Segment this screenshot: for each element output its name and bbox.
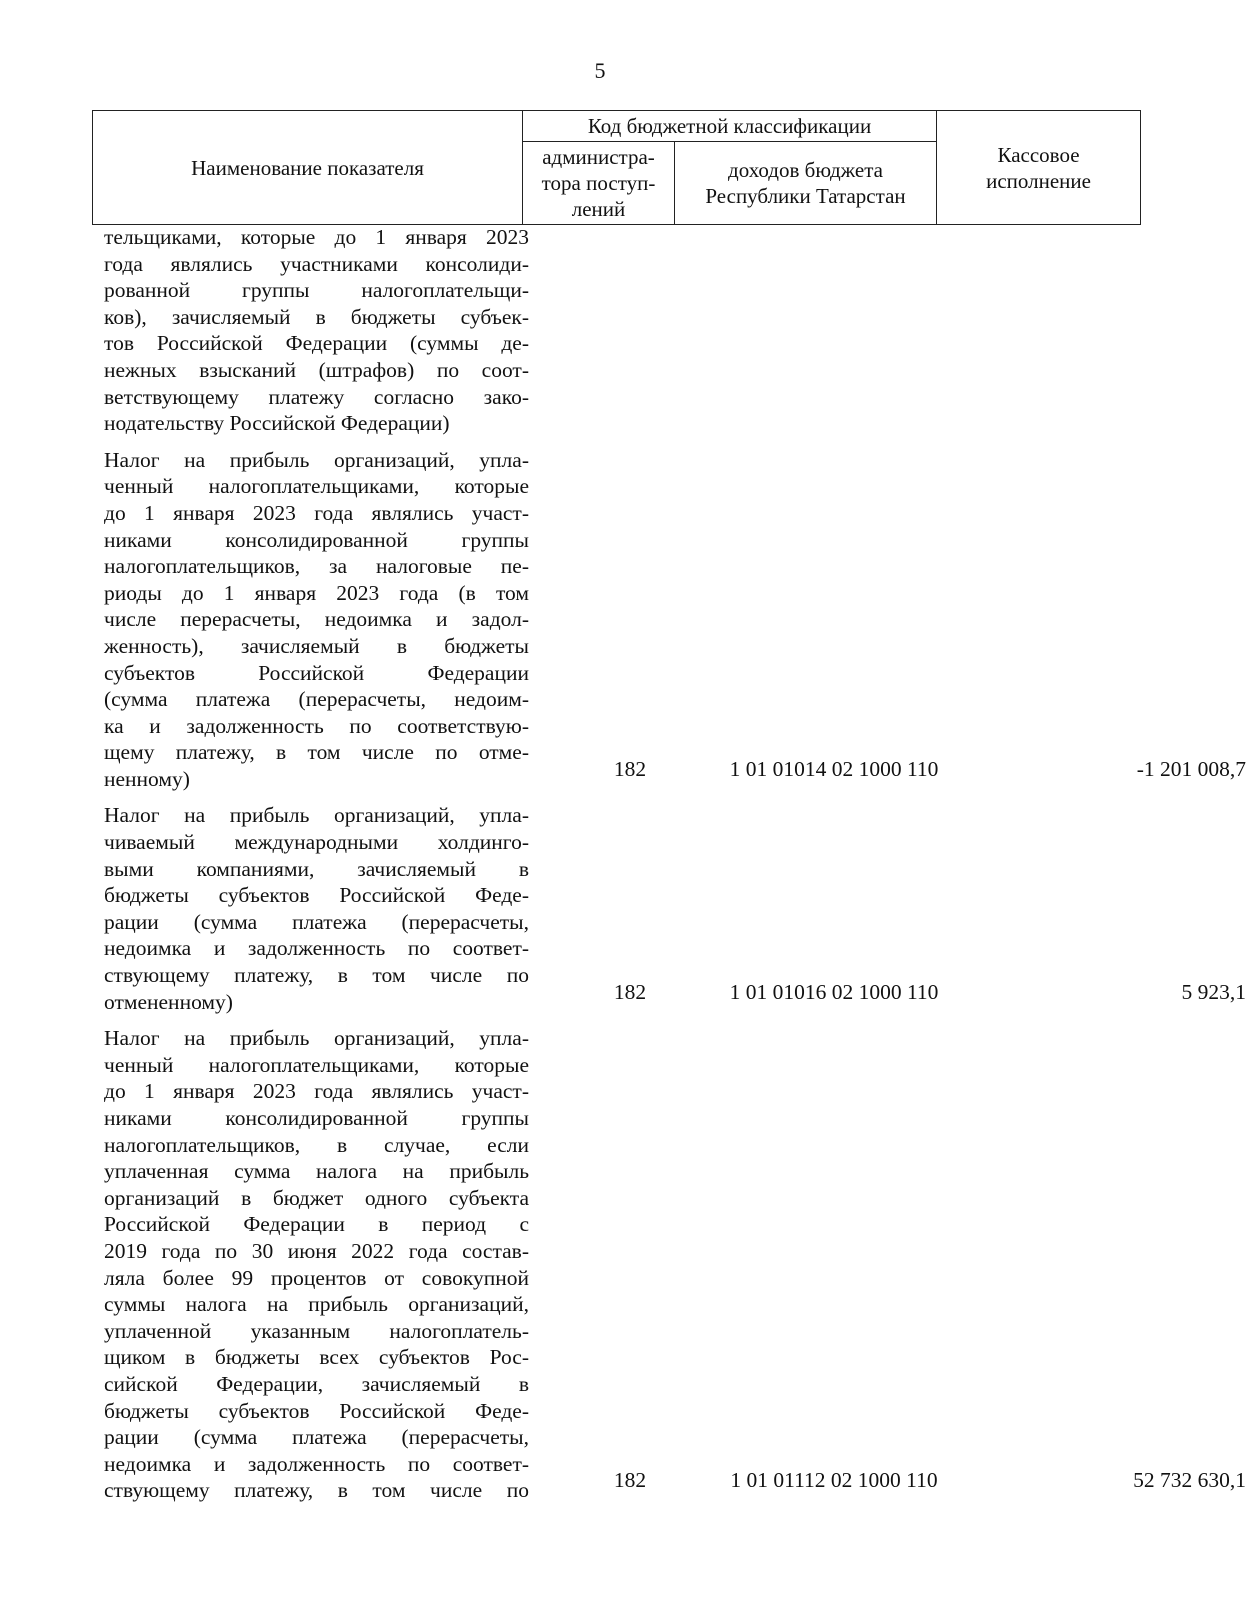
table-body xyxy=(104,224,1246,1514)
row-name-line: нодательству Российской Федерации) xyxy=(104,411,450,436)
row-name-line: Российской Федерации в период с xyxy=(104,1212,529,1237)
row-name-line: нежных взысканий (штрафов) по соот- xyxy=(104,357,529,382)
row-name-line: налогоплательщиков, в случае, если xyxy=(104,1132,529,1157)
row-name-line: никами консолидированной группы xyxy=(104,527,529,552)
row-name-line: ненному) xyxy=(104,766,190,791)
column-header-amount: Кассовое исполнение xyxy=(937,111,1141,225)
row-name-line: 2019 года по 30 июня 2022 года состав- xyxy=(104,1238,529,1263)
row-name-line: женность), зачисляемый в бюджеты xyxy=(104,633,529,658)
row-name-line: недоимка и задолженность по соответ- xyxy=(104,936,529,961)
table-row xyxy=(104,447,1246,793)
row-name-line: рации (сумма платежа (перерасчеты, xyxy=(104,1425,529,1450)
row-name-line: ветствующему платежу согласно зако- xyxy=(104,384,529,409)
row-indicator-name xyxy=(104,802,529,1015)
row-name-line: (сумма платежа (перерасчеты, недоим- xyxy=(104,687,529,712)
row-amount: -1 201 008,7 xyxy=(1136,756,1246,781)
row-income-code: 1 01 01014 02 1000 110 xyxy=(729,756,939,781)
row-name-line: отмененному) xyxy=(104,989,233,1014)
row-name-line: щиком в бюджеты всех субъектов Рос- xyxy=(104,1345,529,1370)
row-indicator-name xyxy=(104,1025,529,1504)
row-name-line: числе перерасчеты, недоимка и задол- xyxy=(104,607,529,632)
table-header xyxy=(92,110,1141,225)
row-name-line: тов Российской Федерации (суммы де- xyxy=(104,331,529,356)
row-income-code: 1 01 01112 02 1000 110 xyxy=(730,1468,938,1493)
table-row xyxy=(104,224,1144,437)
row-name-line: бюджеты субъектов Российской Феде- xyxy=(104,1398,529,1423)
row-name-line: налогоплательщиков, за налоговые пе- xyxy=(104,554,529,579)
row-name-line: рации (сумма платежа (перерасчеты, xyxy=(104,909,529,934)
row-income-code: 1 01 01016 02 1000 110 xyxy=(729,979,939,1004)
row-name-line: Налог на прибыль организаций, упла- xyxy=(104,803,529,828)
row-name-line: до 1 января 2023 года являлись участ- xyxy=(104,500,529,525)
row-amount: 52 732 630,1 xyxy=(1133,1468,1246,1493)
row-name-line: ченный налогоплательщиками, которые xyxy=(104,474,529,499)
row-name-line: ствующему платежу, в том числе по xyxy=(104,963,529,988)
table-row xyxy=(104,802,1246,1015)
column-header-admin: администра- тора поступ- лений xyxy=(523,142,675,225)
column-header-group: Код бюджетной классификации xyxy=(523,111,937,142)
row-name-line: ка и задолженность по соответствую- xyxy=(104,713,529,738)
row-name-line: года являлись участниками консолиди- xyxy=(104,251,529,276)
column-header-name: Наименование показателя xyxy=(93,111,523,225)
row-name-line: бюджеты субъектов Российской Феде- xyxy=(104,883,529,908)
row-amount: 5 923,1 xyxy=(1181,979,1246,1004)
row-name-line: ков), зачисляемый в бюджеты субъек- xyxy=(104,304,529,329)
table-row xyxy=(104,1025,1246,1504)
row-name-line: щему платежу, в том числе по отме- xyxy=(104,740,529,765)
row-name-line: чиваемый международными холдинго- xyxy=(104,830,529,855)
row-name-line: никами консолидированной группы xyxy=(104,1106,529,1130)
row-name-line: суммы налога на прибыль организаций, xyxy=(104,1292,529,1317)
row-name-line: организаций в бюджет одного субъекта xyxy=(104,1185,529,1210)
page-number: 5 xyxy=(594,58,606,83)
row-name-line: субъектов Российской Федерации xyxy=(104,660,529,685)
row-admin-code: 182 xyxy=(613,979,647,1004)
row-name-line: тельщиками, которые до 1 января 2023 xyxy=(104,225,529,249)
row-indicator-name xyxy=(104,447,529,793)
row-name-line: сийской Федерации, зачисляемый в xyxy=(104,1371,529,1396)
row-name-line: уплаченная сумма налога на прибыль xyxy=(104,1159,529,1184)
row-name-line: выми компаниями, зачисляемый в xyxy=(104,856,529,881)
column-header-income: доходов бюджета Республики Татарстан xyxy=(675,142,937,225)
row-admin-code: 182 xyxy=(613,756,647,781)
row-name-line: ствующему платежу, в том числе по xyxy=(104,1478,529,1503)
row-name-line: недоимка и задолженность по соответ- xyxy=(104,1451,529,1476)
row-name-line: риоды до 1 января 2023 года (в том xyxy=(104,580,529,605)
row-name-line: до 1 января 2023 года являлись участ- xyxy=(104,1079,529,1104)
row-name-line: Налог на прибыль организаций, упла- xyxy=(104,447,529,472)
row-name-line: ченный налогоплательщиками, которые xyxy=(104,1052,529,1077)
row-name-line: ляла более 99 процентов от совокупной xyxy=(104,1265,529,1290)
row-name-line: уплаченной указанным налогоплатель- xyxy=(104,1318,529,1343)
row-name-line: Налог на прибыль организаций, упла- xyxy=(104,1026,529,1051)
row-admin-code: 182 xyxy=(613,1468,647,1493)
row-indicator-name xyxy=(104,224,529,437)
row-name-line: рованной группы налогоплательщи- xyxy=(104,278,529,303)
